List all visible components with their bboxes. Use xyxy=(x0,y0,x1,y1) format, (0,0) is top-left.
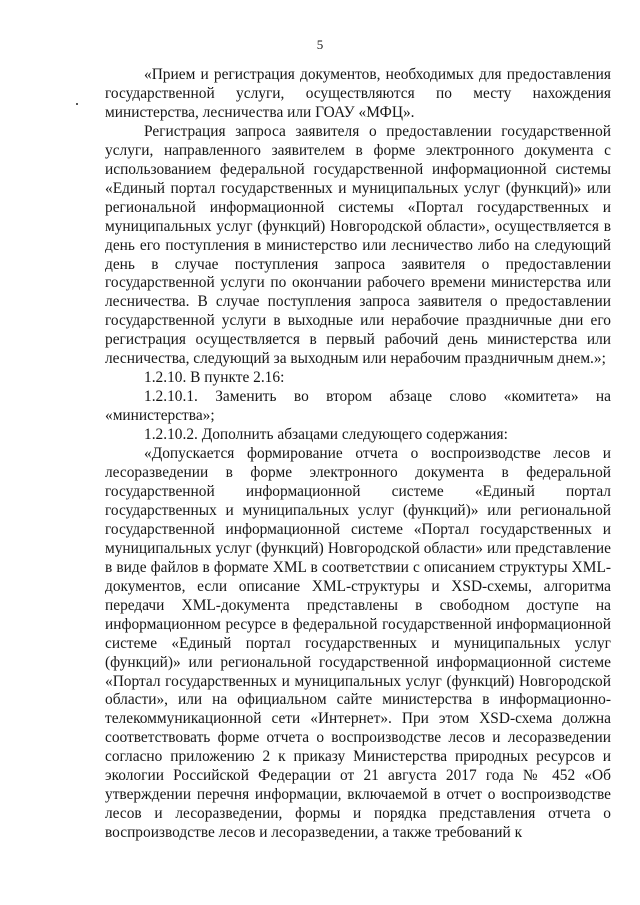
paragraph-reception-registration: «Прием и регистрация документов, необходимых для предоставления государственной услуги, осуществляются по месту нахождения министерства, лесничества или ГОАУ «МФЦ». xyxy=(105,66,611,121)
page-number: 5 xyxy=(316,37,324,52)
document-body xyxy=(105,66,611,843)
paragraph-item-1-2-10: 1.2.10. В пункте 2.16: xyxy=(144,369,285,387)
paragraph-item-1-2-10-1: 1.2.10.1. Заменить во втором абзаце слово «комитета» на «министерства»; xyxy=(105,388,611,425)
margin-mark xyxy=(76,103,78,105)
paragraph-report-electronic-form: «Допускается формирование отчета о воспроизводстве лесов и лесоразведении в форме электронного документа в федеральной государственной информационной системе «Единый портал государственных и муниципальных услуг (функций)» или региональной государственной информационной системе «Портал государственных и муниципальных услуг (функций) Новгородской области» или представление в виде файлов в формате XML в соответствии с описанием структуры XML-документов, если описание XML-структуры и XSD-схемы, алгоритма передачи XML-документа представлены в свободном доступе на информационном ресурсе в федеральной государственной информационной системе «Единый портал государственных и муниципальных услуг (функций)» или региональной государственной информационной системе «Портал государственных и муниципальных услуг (функций) Новгородской области», или на официальном сайте министерства в информационно-телекоммуникационной сети «Интернет». При этом XSD-схема должна соответствовать форме отчета о воспроизводстве лесов и лесоразведении согласно приложению 2 к приказу Министерства природных ресурсов и экологии Российской Федерации от 21 августа 2017 года № 452 «Об утверждении перечня информации, включаемой в отчет о воспроизводстве лесов и лесоразведении, формы и порядка представления отчета о воспроизводстве лесов и лесоразведении, а также требований к xyxy=(105,445,611,842)
paragraph-item-1-2-10-2: 1.2.10.2. Дополнить абзацами следующего содержания: xyxy=(144,426,508,444)
paragraph-request-registration: Регистрация запроса заявителя о предоставлении государственной услуги, направленного заявителем в форме электронного документа с использованием федеральной государственной информационной системы «Единый портал государственных и муниципальных услуг (функций)» или региональной информационной системы «Портал государственных и муниципальных услуг (функций) Новгородской области», осуществляется в день его поступления в министерство или лесничество либо на следующий день в случае поступления запроса заявителя о предоставлении государственной услуги по окончании рабочего времени министерства или лесничества. В случае поступления запроса заявителя о предоставлении государственной услуги в выходные или нерабочие праздничные дни его регистрация осуществляется в первый рабочий день министерства или лесничества, следующий за выходным или нерабочим праздничным днем.»; xyxy=(105,122,611,368)
